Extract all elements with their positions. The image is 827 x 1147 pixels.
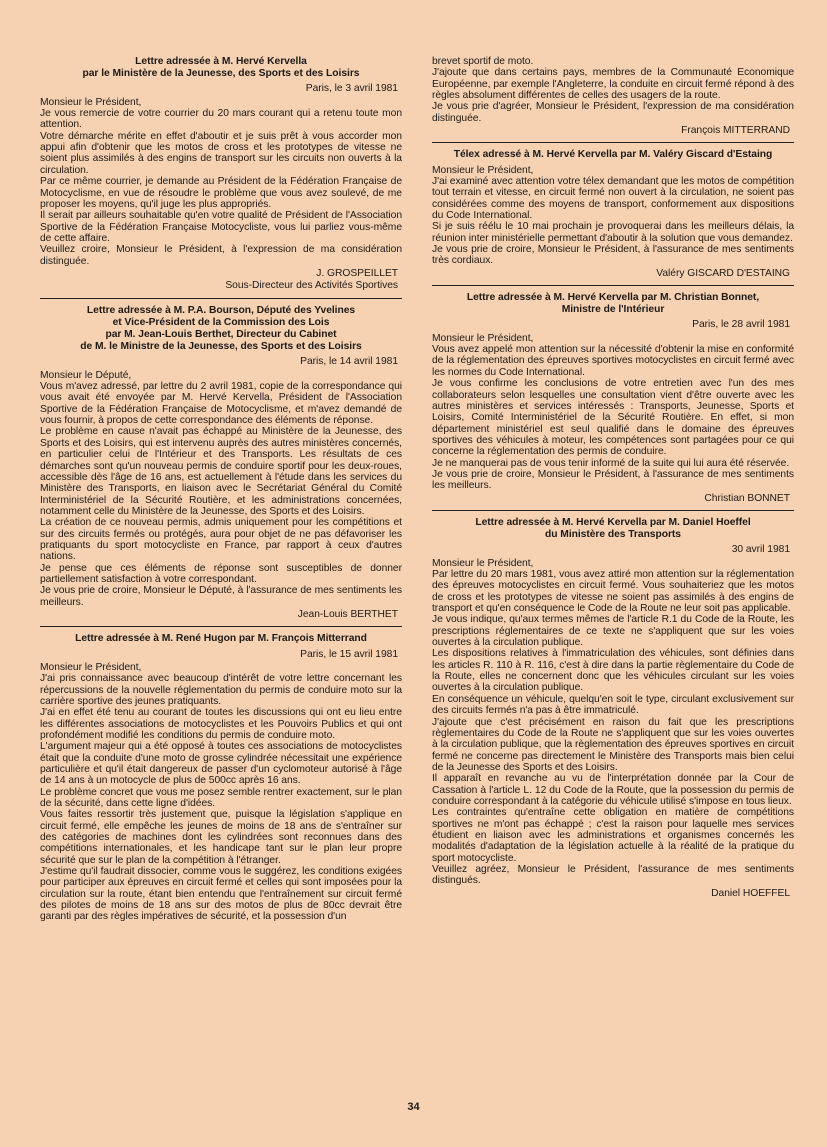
letter-date: Paris, le 3 avril 1981 xyxy=(305,83,398,95)
letter-paragraph: J'ajoute que dans certains pays, membres de la Communauté Economique Européenne, par exemple l'Angleterre, la conduite en circuit fermé répond à des règles absolument différentes de celles des usagers de la route. xyxy=(432,67,794,102)
letter-title xyxy=(432,517,794,541)
section-divider xyxy=(432,510,794,511)
letter-paragraph: Monsieur le Président, xyxy=(432,332,534,344)
letter-paragraph: Vous avez appelé mon attention sur la nécessité d'obtenir la mise en conformité de la réglementation des épreuves sportives motocyclistes en circuit fermé avec les normes du Code International. xyxy=(432,344,794,378)
letter-paragraph: J'ai en effet été tenu au courant de toutes les discussions qui ont eu lieu entre les différentes associations de motocyclistes et les Pouvoirs Publics et qui ont profondément modifié les conditions du permis de conduire moto. xyxy=(40,707,402,741)
letter-paragraph: brevet sportif de moto. xyxy=(432,56,534,67)
letter-paragraph: Par lettre du 20 mars 1981, vous avez attiré mon attention sur la réglementation des épreuves motocyclistes en circuit fermé. Vous souhaiteriez que les motos de cross et les prototypes de vitesse ne soient pas assimilés à des engins de transport et qu'en conséquence le Code de la Route ne leur soit pas applicable. xyxy=(432,569,794,615)
letter-paragraph: En conséquence un véhicule, quelqu'en soit le type, circulant exclusivement sur des circuits fermés n'a pas à être immatriculé. xyxy=(432,693,794,717)
letter-date: 30 avril 1981 xyxy=(731,544,790,556)
letter-title-line: du Ministère des Transports xyxy=(545,529,681,541)
letter-date: Paris, le 14 avril 1981 xyxy=(300,356,398,368)
letter-paragraph: Je vous indique, qu'aux termes mêmes de l'article R.1 du Code de la Route, les prescriptions réglementaires de ce texte ne s'appliquent que sur les voies ouvertes à la circulation publique. xyxy=(432,614,794,649)
letter-title xyxy=(40,633,402,645)
letter-paragraph: Je vous remercie de votre courrier du 20 mars courant qui a retenu toute mon attention. xyxy=(40,108,402,131)
letter-paragraph: Je vous prie de croire, Monsieur le Député, à l'assurance de mes sentiments les meilleurs. xyxy=(40,585,402,608)
letter-paragraph: Veuillez agréez, Monsieur le Président, l'assurance de mes sentiments distingués. xyxy=(432,863,794,887)
letter-title-line: Lettre adressée à M. Hervé Kervella par M. Christian Bonnet, xyxy=(466,292,760,304)
letter-paragraph: Vous m'avez adressé, par lettre du 2 avril 1981, copie de la correspondance qui vous avait été envoyée par M. Hervé Kervella, Président de l'Association Sportive de la Fédération Française de Motocyclisme, et m'avez demandé de vous fournir, à propos de cette correspondance des éléments de réponse. xyxy=(40,381,402,427)
letter-title xyxy=(432,149,794,161)
letter-section xyxy=(432,292,794,504)
letter-paragraph: Les dispositions relatives à l'immatriculation des véhicules, sont définies dans les articles R. 110 à R. 116, c'est à dire dans la partie règlementaire du Code de la Route, elles ne concernent donc que les véhicules circulant sur les voies ouvertes à la circulation publique. xyxy=(432,648,794,694)
letter-paragraph: Je pense que ces éléments de réponse sont susceptibles de donner partiellement satisfaction à votre correspondant. xyxy=(40,562,402,585)
letter-title-line: Ministre de l'Intérieur xyxy=(561,304,665,316)
letter-paragraph: Monsieur le Président, xyxy=(432,164,534,176)
letter-title-line: par M. Jean-Louis Berthet, Directeur du Cabinet xyxy=(105,329,337,340)
letter-title xyxy=(40,56,402,80)
letter-signature: Jean-Louis BERTHET xyxy=(297,608,398,620)
letter-paragraph: Je ne manquerai pas de vous tenir informé de la suite qui lui aura été réservée. xyxy=(432,457,790,469)
letter-date: Paris, le 15 avril 1981 xyxy=(300,648,398,660)
letter-paragraph: Je vous prie d'agréer, Monsieur le Président, l'expression de ma considération distinguée. xyxy=(432,101,794,124)
letter-title-line: Lettre adressée à M. Hervé Kervella xyxy=(135,56,307,67)
letter-title-line: Lettre adressée à M. Hervé Kervella par M. Daniel Hoeffel xyxy=(475,516,751,528)
letter-paragraph: J'ai examiné avec attention votre télex demandant que les motos de compétition tout terrain et vitesse, en circuit fermé non ouvert à la circulation, ne soient pas considérées comme des moyens de transport, conformement aux dispositions du Code International. xyxy=(432,175,794,221)
letter-title-line: de M. le Ministre de la Jeunesse, des Sports et des Loisirs xyxy=(80,341,362,353)
letter-paragraph: Votre démarche mérite en effet d'aboutir et je suis prêt à vous accorder mon appui afin d'obtenir que les motos de cross et les prototypes de vitesse ne soient plus assimilés à des engins de transport sur les circuits non ouverts à la circulation. xyxy=(40,130,402,176)
letter-title-line: par le Ministère de la Jeunesse, des Sports et des Loisirs xyxy=(82,68,360,80)
section-divider xyxy=(432,285,794,286)
letter-paragraph: Monsieur le Président, xyxy=(432,557,534,569)
letter-paragraph: Il serait par ailleurs souhaitable qu'en votre qualité de Président de l'Association Sportive de la Fédération Française Motocycliste, vous lui parliez vous-même de cette affaire. xyxy=(40,210,402,244)
letter-paragraph: L'argument majeur qui a été opposé à toutes ces associations de motocyclistes était que la conduite d'une moto de grosse cylindrée nécessitait une expérience particulière et qu'il était dangereux de passer d'un cyclomoteur autorisé à l'âge de 14 ans à un motocycle de plus de 500cc après 16 ans. xyxy=(40,741,402,787)
letter-paragraph: Monsieur le Président, xyxy=(40,96,142,108)
letter-paragraph: Si je suis réélu le 10 mai prochain je provoquerai dans les meilleurs délais, la réunion inter ministérielle permettant d'aboutir à la solution que vous demandez. xyxy=(432,221,794,244)
letter-paragraph: Je vous confirme les conclusions de votre entretien avec l'un des mes collaborateurs selon lesquelles une consultation vient d'être ouverte avec les autres ministères et services intéressés : Transports, Jeunesse, Sports et Loisirs, Comité Interministériel de la Sécurité Routière. En effet, si mon département ministériel est seul qualifié dans le domaine des épreuves sportives des véhicules à moteur, les compétences sont partagées pour ce qui concerne la réglementation des permis de conduire. xyxy=(432,378,794,458)
section-divider xyxy=(40,626,402,627)
letter-section xyxy=(40,633,402,922)
letter-signature: J. GROSPEILLET xyxy=(316,267,398,279)
letter-paragraph: Veuillez croire, Monsieur le Président, à l'expression de ma considération distinguée. xyxy=(40,244,402,267)
letter-paragraph: J'estime qu'il faudrait dissocier, comme vous le suggérez, les conditions exigées pour participer aux épreuves en circuit fermé et celles qui sont imposées pour la circulation sur la route, étant bien entendu que l'entraînement sur circuit fermé des pilotes de moins de 18 ans sur des motos de plus de 80cc devrait être garanti par des règles impératives de sécurité, et la possession d'un xyxy=(40,866,402,923)
letter-title xyxy=(40,305,402,354)
letter-paragraph: Je vous prie de croire, Monsieur le Président, à l'assurance de mes sentiments très cordiaux. xyxy=(432,244,794,267)
letter-title xyxy=(432,292,794,316)
letter-paragraph: J'ajoute que c'est précisément en raison du fait que les prescriptions règlementaires du Code de la Route ne s'appliquent que sur les voies ouvertes à la circulation publique, que la règlementation des épreuves sportives en circuit fermé ne concerne pas directement le Ministère des Transports mais bien celui de la Jeunesse des Sports et des Loisirs. xyxy=(432,716,794,773)
letter-paragraph: Le problème concret que vous me posez semble rentrer exactement, sur le plan de la sécurité, dans cette ligne d'idées. xyxy=(40,786,402,809)
letter-paragraph: Vous faites ressortir très justement que, puisque la législation s'applique en circuit fermé, elle empêche les jeunes de moins de 18 ans de s'entraîner sur des catégories de machines dont les cylindrées sont reconnues dans des compétitions internationales, et les handicape tant sur le plan leur propre sécurité que sur le plan de la compétition à l'étranger. xyxy=(40,809,402,866)
letter-section xyxy=(432,56,794,136)
letter-title-line: Lettre adressée à M. René Hugon par M. François Mitterrand xyxy=(75,633,367,645)
left-column xyxy=(40,56,402,923)
letter-signature: François MITTERRAND xyxy=(681,125,790,137)
letter-section xyxy=(432,517,794,899)
letter-section xyxy=(432,149,794,279)
letter-signature: Sous-Directeur des Activités Sportives xyxy=(225,280,398,292)
letter-paragraph: J'ai pris connaissance avec beaucoup d'intérêt de votre lettre concernant les répercussions de la nouvelle réglementation du permis de conduire moto sur la carrière sportive des jeunes pratiquants. xyxy=(40,673,402,707)
letter-signature: Christian BONNET xyxy=(704,492,790,504)
letter-paragraph: Monsieur le Député, xyxy=(40,369,132,381)
letter-paragraph: Les contraintes qu'entraîne cette obligation en matière de compétitions sportives ne m'ont pas échappé ; c'est la raison pour laquelle mes services étudient en liaison avec les administrations et organismes concernés les modalités d'adaptation de la législation actuelle à la réalité de la pratique du sport motocycliste. xyxy=(432,807,794,864)
letter-title-line: Télex adressé à M. Hervé Kervella par M. Valéry Giscard d'Estaing xyxy=(453,149,773,161)
letter-paragraph: Il apparaît en revanche au vu de l'interprétation donnée par la Cour de Cassation à l'article L. 12 du Code de la Route, que la possession du permis de conduire correspondant à la catégorie du véhicule utilisé s'impose en tous lieux. xyxy=(432,773,794,807)
letter-paragraph: Je vous prie de croire, Monsieur le Président, à l'assurance de mes sentiments les meilleurs. xyxy=(432,468,794,492)
page-number: 34 xyxy=(407,1101,420,1113)
right-column xyxy=(432,56,794,899)
letter-paragraph: Le problème en cause n'avait pas échappé au Ministère de la Jeunesse, des Sports et des Loisirs, qui est intervenu auprès des autres ministères concernés, en particulier celui de l'Intérieur et des Transports. Les résultats de ces démarches sont qu'un nouveau permis de conduire sportif pour les deux-roues, accessible dès l'âge de 16 ans, est actuellement à l'étude dans les services du Ministère des Transports, en liaison avec le Secrétariat Général du Comité Interministériel de la Sécurité Routière, et les administrations concernées, notamment celle du Ministère de la Jeunesse, des Sports et des Loisirs. xyxy=(40,426,402,517)
letter-paragraph: Par ce même courrier, je demande au Président de la Fédération Française de Motocyclisme, en vue de résoudre le problème que vous avez soulevé, de me proposer les moyens, qu'il juge les plus appropriés. xyxy=(40,176,402,210)
letter-paragraph: La création de ce nouveau permis, admis uniquement pour les compétitions et sur des circuits fermés ou protégés, aura pour objet de ne pas défavoriser les pratiquants du sport motocycliste en France, par rapport à ceux d'autres nations. xyxy=(40,517,402,563)
section-divider xyxy=(40,298,402,299)
letter-signature: Daniel HOEFFEL xyxy=(711,887,790,899)
letter-section xyxy=(40,56,402,292)
letter-date: Paris, le 28 avril 1981 xyxy=(692,319,790,331)
section-divider xyxy=(432,142,794,143)
letter-title-line: et Vice-Président de la Commission des Lois xyxy=(112,316,330,328)
letter-paragraph: Monsieur le Président, xyxy=(40,661,142,673)
letter-title-line: Lettre adressée à M. P.A. Bourson, Député des Yvelines xyxy=(86,304,356,316)
letter-signature: Valéry GISCARD D'ESTAING xyxy=(656,267,790,279)
letter-section xyxy=(40,305,402,621)
